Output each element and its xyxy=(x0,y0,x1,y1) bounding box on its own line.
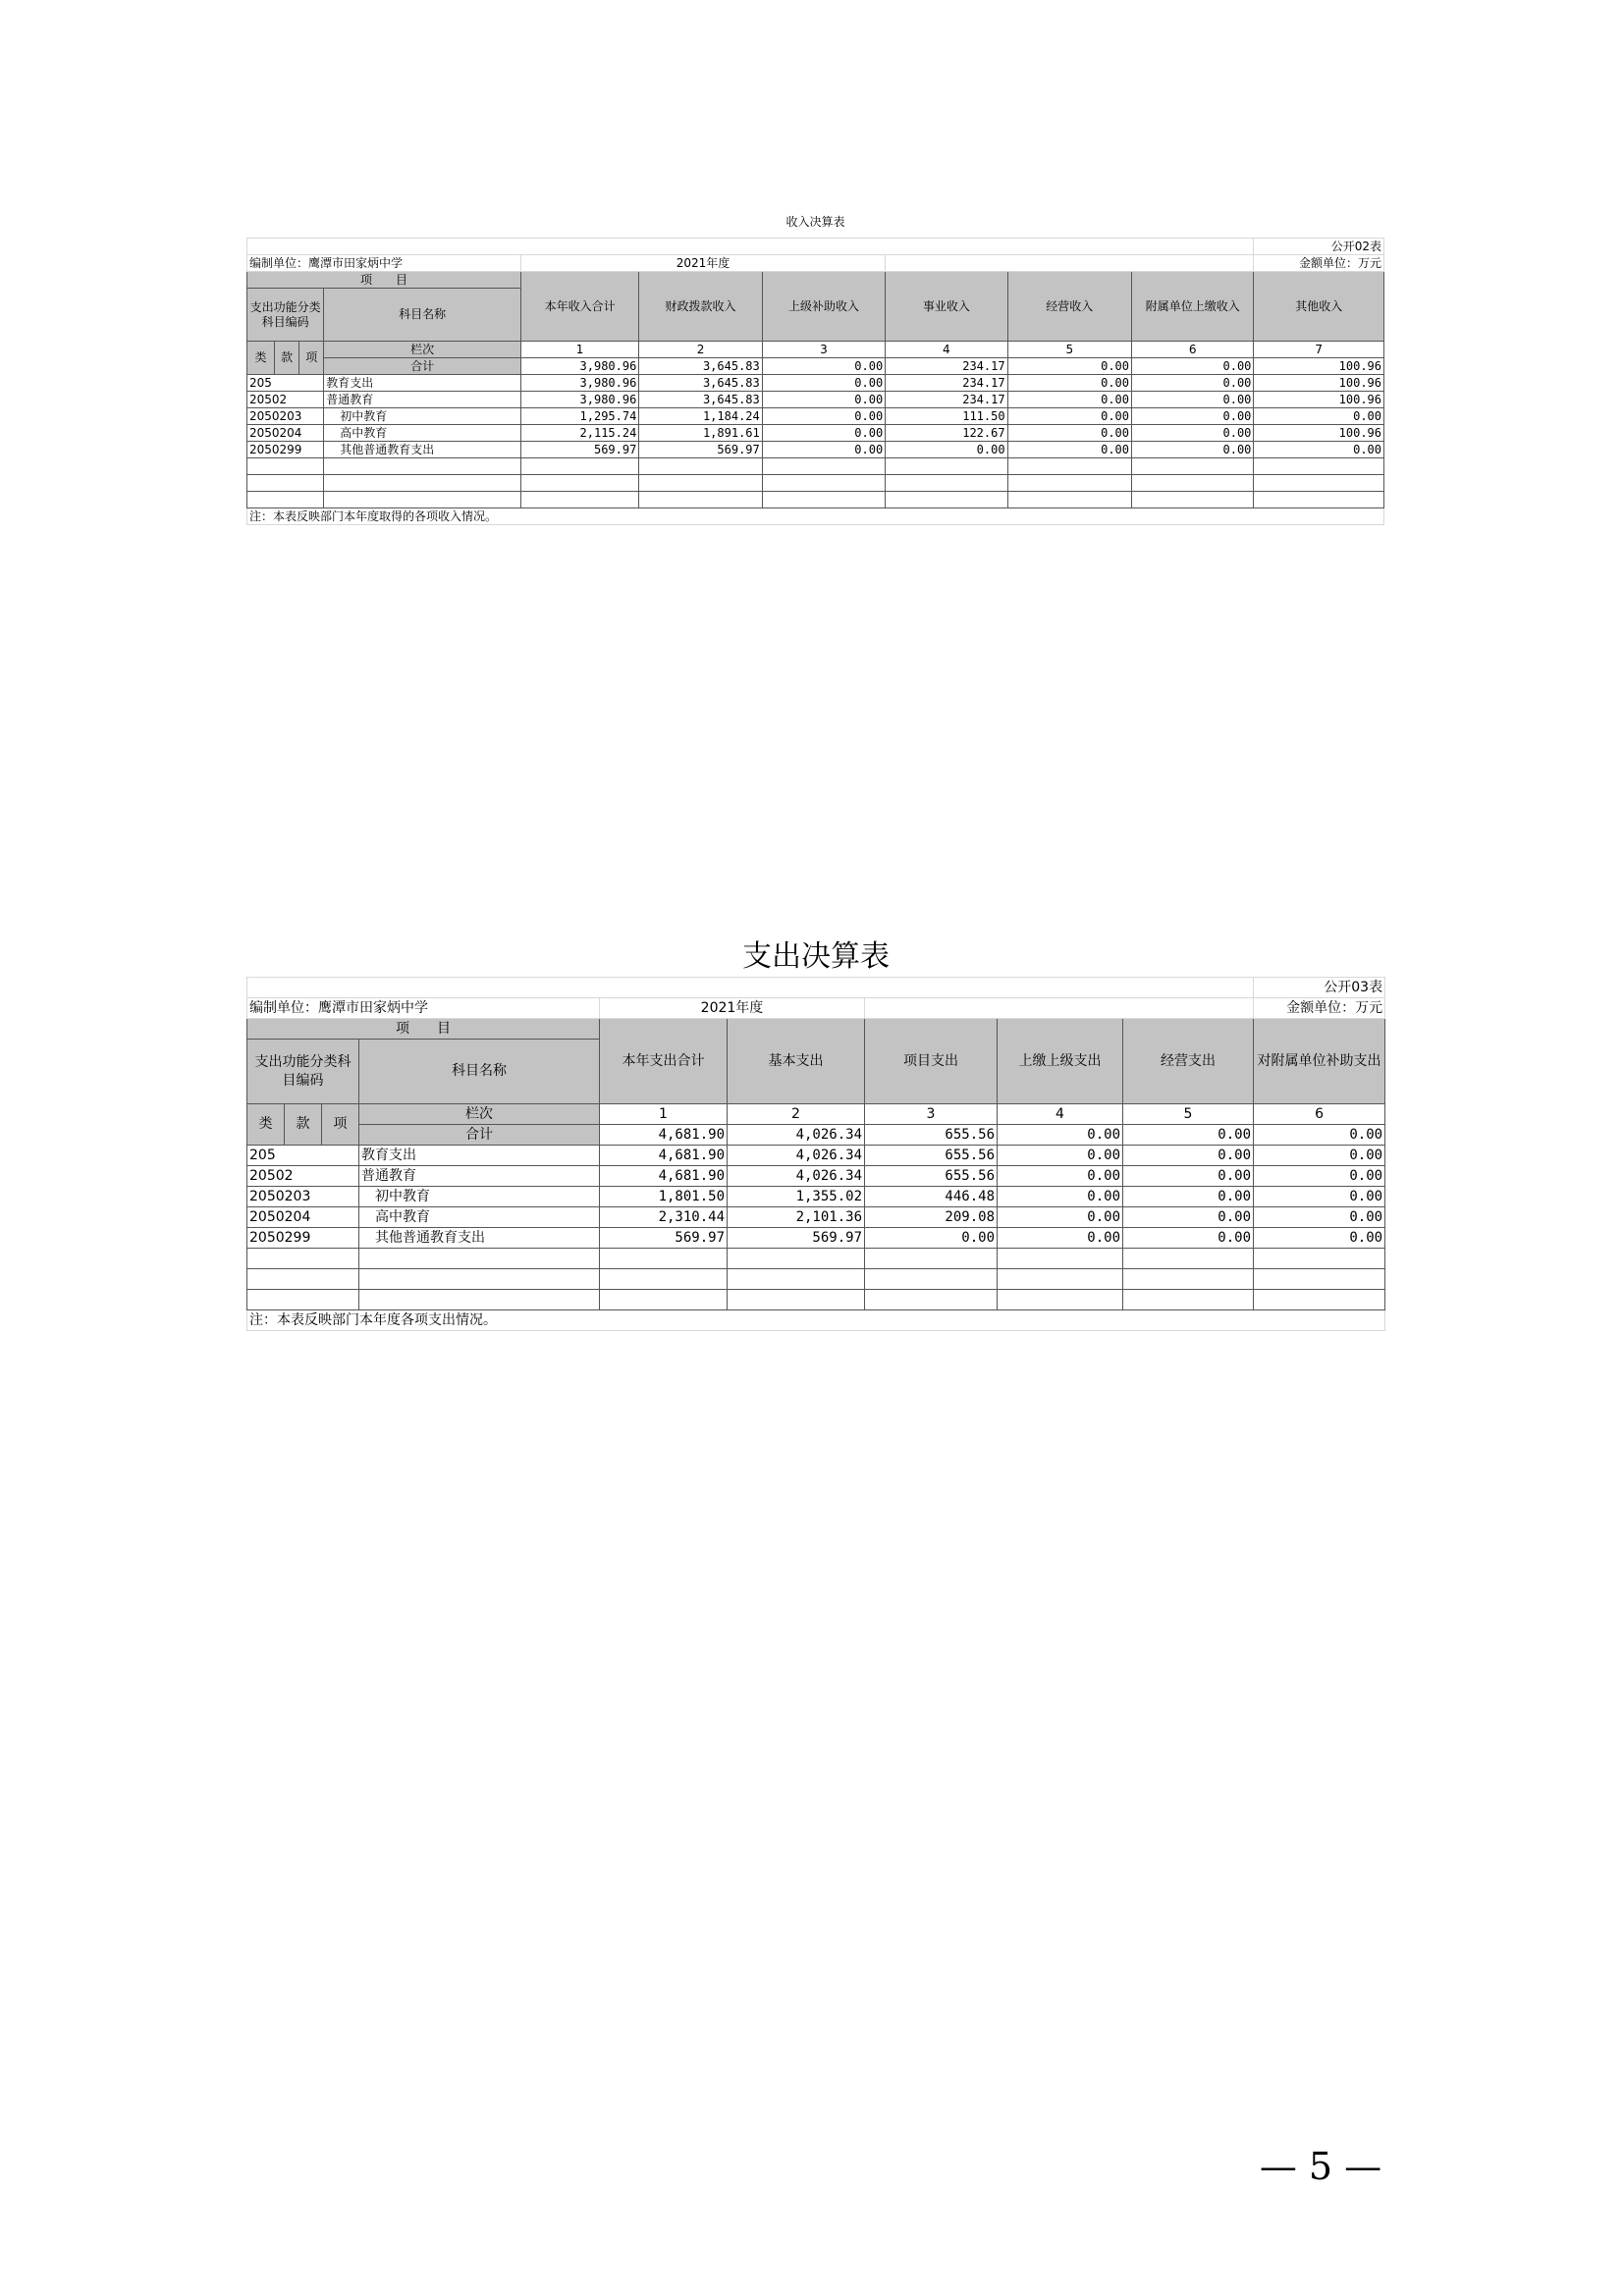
expense-table-row xyxy=(247,1228,1385,1249)
expense-col-header-2: 基本支出 xyxy=(728,1019,865,1104)
income-col-header-7: 其他收入 xyxy=(1254,272,1384,342)
expense-header-lei: 类 xyxy=(247,1104,285,1146)
income-row-code: 2050204 xyxy=(247,425,324,442)
expense-row-value: 0.00 xyxy=(998,1187,1123,1207)
expense-row-value: 446.48 xyxy=(865,1187,998,1207)
income-table-row xyxy=(247,392,1384,408)
expense-empty-row xyxy=(247,1249,1385,1269)
expense-total-cell: 4,026.34 xyxy=(728,1125,865,1146)
income-row-value: 100.96 xyxy=(1254,425,1384,442)
income-row-value: 111.50 xyxy=(886,408,1007,425)
income-row-value: 569.97 xyxy=(639,442,762,458)
income-row-value: 0.00 xyxy=(762,442,885,458)
expense-row-value: 0.00 xyxy=(1123,1166,1254,1187)
income-col-num: 2 xyxy=(639,342,762,358)
income-total-cell: 234.17 xyxy=(886,358,1007,375)
income-row-value: 3,645.83 xyxy=(639,375,762,392)
expense-empty-row xyxy=(247,1269,1385,1290)
income-col-num: 3 xyxy=(762,342,885,358)
expense-header-lanci: 栏次 xyxy=(359,1104,600,1125)
expense-col-num: 6 xyxy=(1254,1104,1385,1125)
expense-row-value: 0.00 xyxy=(998,1207,1123,1228)
income-row-value: 0.00 xyxy=(1007,442,1131,458)
income-row-value: 0.00 xyxy=(1007,375,1131,392)
income-col-header-6: 附属单位上缴收入 xyxy=(1132,272,1254,342)
income-row-name: 初中教育 xyxy=(324,408,521,425)
expense-row-value: 4,681.90 xyxy=(600,1146,728,1166)
income-amount-unit: 金额单位：万元 xyxy=(1254,255,1384,272)
income-col-num: 1 xyxy=(520,342,638,358)
expense-table-row xyxy=(247,1187,1385,1207)
income-row-value: 122.67 xyxy=(886,425,1007,442)
income-header-xiang: 项 xyxy=(299,342,324,375)
expense-row-value: 655.56 xyxy=(865,1166,998,1187)
income-header-kuan: 款 xyxy=(275,342,299,375)
expense-col-num: 5 xyxy=(1123,1104,1254,1125)
income-row-value: 0.00 xyxy=(1132,425,1254,442)
income-row-value: 100.96 xyxy=(1254,375,1384,392)
expense-row-name: 教育支出 xyxy=(359,1146,600,1166)
expense-row-value: 0.00 xyxy=(1254,1207,1385,1228)
income-header-project: 项 目 xyxy=(247,272,521,289)
income-row-value: 0.00 xyxy=(762,408,885,425)
income-col-num: 7 xyxy=(1254,342,1384,358)
expense-header-code: 支出功能分类科目编码 xyxy=(247,1040,359,1104)
income-table-section xyxy=(246,206,1384,525)
income-row-value: 2,115.24 xyxy=(520,425,638,442)
income-total-cell: 0.00 xyxy=(1007,358,1131,375)
expense-header-name: 科目名称 xyxy=(359,1040,600,1104)
expense-row-code: 20502 xyxy=(247,1166,359,1187)
expense-row-value: 0.00 xyxy=(1254,1228,1385,1249)
income-row-value: 1,891.61 xyxy=(639,425,762,442)
income-row-value: 0.00 xyxy=(886,442,1007,458)
expense-row-value: 655.56 xyxy=(865,1146,998,1166)
page-number: — 5 — xyxy=(1259,2145,1382,2188)
expense-total-cell: 0.00 xyxy=(1123,1125,1254,1146)
income-row-value: 0.00 xyxy=(1254,442,1384,458)
expense-header-xiang: 项 xyxy=(322,1104,359,1146)
expense-amount-unit: 金额单位：万元 xyxy=(1254,998,1385,1019)
income-row-value: 0.00 xyxy=(1007,408,1131,425)
income-col-num: 5 xyxy=(1007,342,1131,358)
expense-row-value: 0.00 xyxy=(1123,1207,1254,1228)
expense-title: 支出决算表 xyxy=(742,939,891,974)
expense-col-num: 2 xyxy=(728,1104,865,1125)
expense-total-row xyxy=(247,1125,1385,1146)
expense-row-value: 0.00 xyxy=(998,1228,1123,1249)
income-total-cell: 0.00 xyxy=(762,358,885,375)
expense-row-value: 0.00 xyxy=(998,1146,1123,1166)
income-row-code: 20502 xyxy=(247,392,324,408)
income-empty-row xyxy=(247,475,1384,492)
income-row-value: 0.00 xyxy=(762,392,885,408)
income-row-code: 2050203 xyxy=(247,408,324,425)
income-col-header-3: 上级补助收入 xyxy=(762,272,885,342)
income-row-value: 3,980.96 xyxy=(520,392,638,408)
expense-total-cell: 4,681.90 xyxy=(600,1125,728,1146)
expense-total-label: 合计 xyxy=(359,1125,600,1146)
expense-row-value: 0.00 xyxy=(1123,1187,1254,1207)
income-col-num: 4 xyxy=(886,342,1007,358)
expense-row-value: 0.00 xyxy=(1254,1166,1385,1187)
expense-row-code: 205 xyxy=(247,1146,359,1166)
income-table xyxy=(246,206,1384,525)
income-row-code: 205 xyxy=(247,375,324,392)
income-empty-row xyxy=(247,492,1384,508)
expense-note: 注：本表反映部门本年度各项支出情况。 xyxy=(247,1310,1385,1331)
expense-year: 2021年度 xyxy=(600,998,865,1019)
income-row-value: 1,295.74 xyxy=(520,408,638,425)
income-row-value: 0.00 xyxy=(1132,408,1254,425)
income-row-name: 高中教育 xyxy=(324,425,521,442)
expense-table-section xyxy=(246,937,1384,1331)
expense-col-num: 3 xyxy=(865,1104,998,1125)
expense-header-project: 项 目 xyxy=(247,1019,600,1040)
income-row-value: 3,645.83 xyxy=(639,392,762,408)
expense-row-value: 0.00 xyxy=(865,1228,998,1249)
income-row-value: 1,184.24 xyxy=(639,408,762,425)
income-header-lanci: 栏次 xyxy=(324,342,521,358)
income-row-value: 569.97 xyxy=(520,442,638,458)
expense-row-value: 4,681.90 xyxy=(600,1166,728,1187)
expense-data-rows xyxy=(247,1146,1385,1310)
income-row-value: 100.96 xyxy=(1254,392,1384,408)
expense-table-row xyxy=(247,1166,1385,1187)
expense-col-header-3: 项目支出 xyxy=(865,1019,998,1104)
income-data-rows xyxy=(247,375,1384,508)
income-unit-label: 编制单位：鹰潭市田家炳中学 xyxy=(247,255,521,272)
income-empty-row xyxy=(247,458,1384,475)
income-total-row xyxy=(247,358,1384,375)
expense-row-name: 其他普通教育支出 xyxy=(359,1228,600,1249)
expense-row-code: 2050203 xyxy=(247,1187,359,1207)
expense-row-code: 2050204 xyxy=(247,1207,359,1228)
expense-row-value: 2,310.44 xyxy=(600,1207,728,1228)
income-col-num: 6 xyxy=(1132,342,1254,358)
income-year: 2021年度 xyxy=(520,255,885,272)
income-row-value: 234.17 xyxy=(886,392,1007,408)
expense-table xyxy=(246,937,1385,1331)
income-total-cell: 3,645.83 xyxy=(639,358,762,375)
expense-col-header-5: 经营支出 xyxy=(1123,1019,1254,1104)
income-form-no: 公开02表 xyxy=(1254,239,1384,255)
expense-row-name: 普通教育 xyxy=(359,1166,600,1187)
expense-table-row xyxy=(247,1207,1385,1228)
expense-row-value: 0.00 xyxy=(1123,1146,1254,1166)
expense-table-row xyxy=(247,1146,1385,1166)
expense-row-code: 2050299 xyxy=(247,1228,359,1249)
expense-row-value: 209.08 xyxy=(865,1207,998,1228)
income-row-value: 0.00 xyxy=(1132,442,1254,458)
income-table-row xyxy=(247,375,1384,392)
expense-row-value: 0.00 xyxy=(1123,1228,1254,1249)
income-total-cell: 100.96 xyxy=(1254,358,1384,375)
expense-form-no: 公开03表 xyxy=(1254,978,1385,998)
income-row-value: 0.00 xyxy=(762,375,885,392)
expense-total-cell: 655.56 xyxy=(865,1125,998,1146)
income-row-value: 0.00 xyxy=(1007,392,1131,408)
income-row-value: 0.00 xyxy=(1007,425,1131,442)
expense-row-value: 0.00 xyxy=(1254,1146,1385,1166)
expense-col-header-6: 对附属单位补助支出 xyxy=(1254,1019,1385,1104)
expense-empty-row xyxy=(247,1290,1385,1310)
income-col-header-4: 事业收入 xyxy=(886,272,1007,342)
income-row-value: 0.00 xyxy=(1132,392,1254,408)
income-header-lei: 类 xyxy=(247,342,275,375)
income-col-header-2: 财政拨款收入 xyxy=(639,272,762,342)
expense-col-header-1: 本年支出合计 xyxy=(600,1019,728,1104)
income-table-row xyxy=(247,408,1384,425)
expense-total-cell: 0.00 xyxy=(998,1125,1123,1146)
expense-header-kuan: 款 xyxy=(285,1104,322,1146)
income-row-value: 0.00 xyxy=(762,425,885,442)
income-row-value: 234.17 xyxy=(886,375,1007,392)
income-table-row xyxy=(247,425,1384,442)
expense-unit-label: 编制单位：鹰潭市田家炳中学 xyxy=(247,998,600,1019)
income-row-code: 2050299 xyxy=(247,442,324,458)
income-table-row xyxy=(247,442,1384,458)
expense-row-value: 2,101.36 xyxy=(728,1207,865,1228)
expense-row-value: 4,026.34 xyxy=(728,1146,865,1166)
income-note: 注：本表反映部门本年度取得的各项收入情况。 xyxy=(247,508,1384,525)
expense-row-value: 569.97 xyxy=(728,1228,865,1249)
expense-row-value: 4,026.34 xyxy=(728,1166,865,1187)
income-total-cell: 0.00 xyxy=(1132,358,1254,375)
income-title: 收入决算表 xyxy=(785,215,845,229)
expense-total-cell: 0.00 xyxy=(1254,1125,1385,1146)
expense-row-name: 初中教育 xyxy=(359,1187,600,1207)
income-row-name: 其他普通教育支出 xyxy=(324,442,521,458)
income-row-value: 0.00 xyxy=(1254,408,1384,425)
income-header-name: 科目名称 xyxy=(324,289,521,342)
expense-row-value: 1,801.50 xyxy=(600,1187,728,1207)
income-col-header-5: 经营收入 xyxy=(1007,272,1131,342)
expense-row-value: 1,355.02 xyxy=(728,1187,865,1207)
income-header-code: 支出功能分类科目编码 xyxy=(247,289,324,342)
income-total-label: 合计 xyxy=(324,358,521,375)
expense-row-value: 0.00 xyxy=(998,1166,1123,1187)
income-row-value: 3,980.96 xyxy=(520,375,638,392)
expense-col-header-4: 上缴上级支出 xyxy=(998,1019,1123,1104)
expense-col-num: 1 xyxy=(600,1104,728,1125)
income-row-name: 普通教育 xyxy=(324,392,521,408)
expense-row-value: 569.97 xyxy=(600,1228,728,1249)
income-total-cell: 3,980.96 xyxy=(520,358,638,375)
income-row-name: 教育支出 xyxy=(324,375,521,392)
expense-col-num: 4 xyxy=(998,1104,1123,1125)
income-row-value: 0.00 xyxy=(1132,375,1254,392)
expense-row-name: 高中教育 xyxy=(359,1207,600,1228)
expense-row-value: 0.00 xyxy=(1254,1187,1385,1207)
income-col-header-1: 本年收入合计 xyxy=(520,272,638,342)
